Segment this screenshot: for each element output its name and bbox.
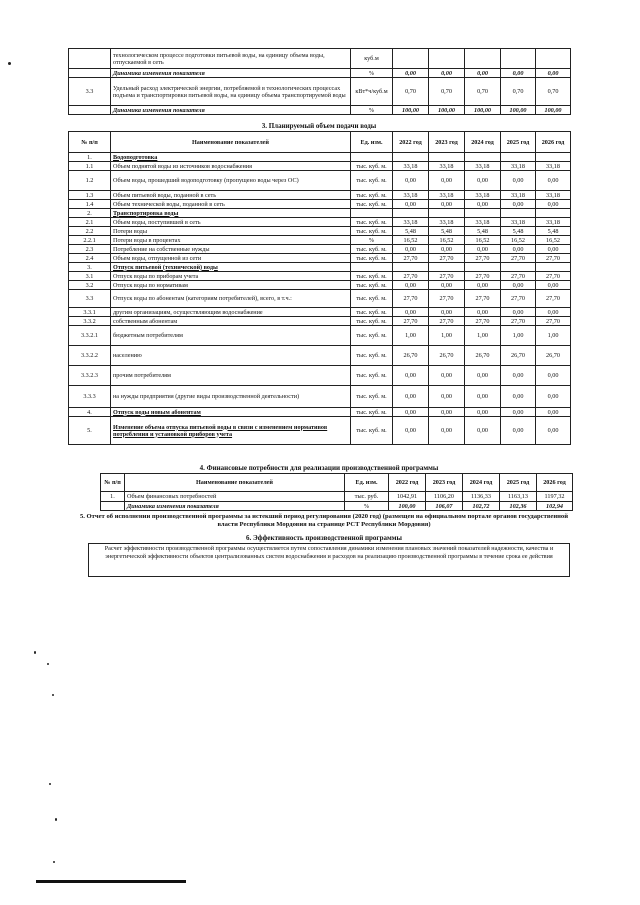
row-unit: тыс. куб. м. [351, 346, 393, 366]
table-row [69, 236, 571, 245]
row-value [465, 49, 501, 69]
row-value: 100,00 [465, 106, 501, 115]
row-value [393, 263, 429, 272]
row-number: 1. [101, 492, 125, 502]
row-value: 26,70 [393, 346, 429, 366]
row-value: 0,00 [536, 308, 571, 317]
row-number: 1.1 [69, 162, 111, 171]
row-value: 27,70 [465, 317, 501, 326]
row-value: 0,00 [501, 281, 536, 290]
row-name: технологическом процессе подготовки питьевой воды, на единицу объема воды, отпускаемой в сеть [111, 49, 351, 69]
row-number: 2.2.1 [69, 236, 111, 245]
row-value: 0,00 [536, 417, 571, 445]
row-unit: тыс. куб. м. [351, 171, 393, 191]
header-unit: Ед. изм. [345, 474, 389, 492]
row-name: Отпуск питьевой (технической) воды [111, 263, 351, 272]
row-unit: тыс. куб. м. [351, 254, 393, 263]
row-value: 0,00 [501, 386, 536, 408]
row-value: 1,00 [429, 326, 465, 346]
row-value: 102,94 [537, 502, 573, 511]
row-unit: тыс. куб. м. [351, 162, 393, 171]
row-value: 0,00 [429, 417, 465, 445]
row-value: 33,18 [393, 191, 429, 200]
row-number: 1.3 [69, 191, 111, 200]
row-value: 16,52 [429, 236, 465, 245]
scan-speck [49, 783, 51, 785]
row-name: Динамика изменения показателя [125, 502, 345, 511]
row-unit: % [351, 69, 393, 78]
scan-speck [47, 663, 49, 665]
row-unit [351, 153, 393, 162]
row-value: 26,70 [429, 346, 465, 366]
table-row [101, 502, 573, 511]
row-value: 27,70 [536, 254, 571, 263]
row-value: 0,00 [536, 245, 571, 254]
row-unit: тыс. куб. м. [351, 290, 393, 308]
row-name: Потребление на собственные нужды [111, 245, 351, 254]
row-number [101, 502, 125, 511]
row-value: 27,70 [393, 317, 429, 326]
row-name: прочим потребителям [111, 366, 351, 386]
row-number [69, 49, 111, 69]
table-row [69, 78, 571, 106]
row-value: 0,00 [393, 171, 429, 191]
table-row [69, 209, 571, 218]
row-unit: тыс. куб. м. [351, 366, 393, 386]
header-year: 2023 год [429, 132, 465, 153]
table-row [69, 191, 571, 200]
row-value: 0,00 [429, 308, 465, 317]
row-unit: тыс. куб. м. [351, 191, 393, 200]
row-value: 0,00 [465, 281, 501, 290]
row-value: 27,70 [429, 317, 465, 326]
row-value: 16,52 [393, 236, 429, 245]
row-value: 1163,13 [500, 492, 537, 502]
row-value: 33,18 [536, 218, 571, 227]
row-value: 27,70 [393, 290, 429, 308]
row-value: 0,00 [501, 245, 536, 254]
row-value: 0,00 [429, 366, 465, 386]
row-value: 33,18 [465, 191, 501, 200]
row-value: 33,18 [501, 191, 536, 200]
row-value: 0,00 [536, 69, 571, 78]
row-value [501, 209, 536, 218]
scan-speck [55, 818, 57, 821]
table-row [69, 49, 571, 69]
row-name: другим организациям, осуществляющим водоснабжение [111, 308, 351, 317]
row-number: 2.4 [69, 254, 111, 263]
row-number: 3.3 [69, 290, 111, 308]
row-value [536, 153, 571, 162]
table-row [69, 171, 571, 191]
row-value: 0,70 [465, 78, 501, 106]
header-year: 2026 год [537, 474, 573, 492]
header-num: № п/п [69, 132, 111, 153]
row-number: 3.3 [69, 78, 111, 106]
row-value: 27,70 [465, 290, 501, 308]
row-value: 27,70 [536, 290, 571, 308]
row-number: 3.3.1 [69, 308, 111, 317]
row-number: 1.4 [69, 200, 111, 209]
row-value: 0,00 [465, 308, 501, 317]
row-value [429, 209, 465, 218]
row-value: 0,00 [465, 366, 501, 386]
row-value: 100,00 [389, 502, 426, 511]
row-number: 2. [69, 209, 111, 218]
row-value: 0,70 [501, 78, 536, 106]
row-number: 3.3.2.3 [69, 366, 111, 386]
row-value: 27,70 [536, 272, 571, 281]
table-row [101, 492, 573, 502]
row-name: собственным абонентам [111, 317, 351, 326]
row-unit: тыс. куб. м. [351, 326, 393, 346]
table-row [69, 417, 571, 445]
header-year: 2025 год [500, 474, 537, 492]
row-name: Динамика изменения показателя [111, 106, 351, 115]
row-value: 0,00 [501, 171, 536, 191]
row-name: Отпуск воды по нормативам [111, 281, 351, 290]
table-row [69, 290, 571, 308]
table-row [69, 281, 571, 290]
row-value: 0,00 [536, 281, 571, 290]
row-value: 102,72 [463, 502, 500, 511]
row-value: 100,00 [536, 106, 571, 115]
row-value: 26,70 [465, 346, 501, 366]
row-number: 3.2 [69, 281, 111, 290]
row-value: 0,00 [465, 200, 501, 209]
row-value: 0,00 [429, 200, 465, 209]
row-unit: тыс. куб. м. [351, 218, 393, 227]
header-year: 2022 год [393, 132, 429, 153]
table-row [69, 162, 571, 171]
table-row [69, 200, 571, 209]
row-value: 0,00 [429, 245, 465, 254]
row-name: Объем воды, поступившей в сеть [111, 218, 351, 227]
row-unit: % [351, 236, 393, 245]
row-number [69, 69, 111, 78]
row-value: 27,70 [393, 254, 429, 263]
row-value: 0,00 [393, 386, 429, 408]
header-year: 2023 год [426, 474, 463, 492]
row-value: 1,00 [393, 326, 429, 346]
row-value: 0,00 [536, 408, 571, 417]
row-value: 0,00 [536, 386, 571, 408]
row-name: Удельный расход электрической энергии, потребляемой в технологических процессах подъема и транспортировки питьевой воды, на единицу объема транспортируемой воды [111, 78, 351, 106]
row-value: 27,70 [429, 290, 465, 308]
scan-bottom-line [36, 880, 186, 883]
row-value: 0,00 [465, 386, 501, 408]
row-value: 106,07 [426, 502, 463, 511]
row-value: 27,70 [501, 272, 536, 281]
row-value: 0,00 [429, 386, 465, 408]
row-name: Объем поднятой воды из источников водоснабжения [111, 162, 351, 171]
row-value [393, 209, 429, 218]
row-value: 0,00 [393, 281, 429, 290]
row-unit: тыс. куб. м. [351, 408, 393, 417]
row-value: 0,00 [465, 171, 501, 191]
section5-title: 5. Отчет об исполнении производственной программы за истекший период регулирования (2020 год) (размещен на официальном портале органов государственной власти Республики Мордовия на странице РСТ Республики Мордовия) [79, 513, 569, 528]
row-value: 0,00 [501, 417, 536, 445]
row-unit: тыс. куб. м. [351, 272, 393, 281]
row-value: 0,00 [393, 245, 429, 254]
row-unit: тыс. куб. м. [351, 417, 393, 445]
row-value [429, 263, 465, 272]
row-value: 33,18 [536, 191, 571, 200]
row-value: 27,70 [536, 317, 571, 326]
row-value: 1136,33 [463, 492, 500, 502]
row-name: на нужды предприятия (другие виды производственной деятельности) [111, 386, 351, 408]
table-row [69, 317, 571, 326]
row-value: 1042,91 [389, 492, 426, 502]
header-year: 2025 год [501, 132, 536, 153]
header-year: 2024 год [465, 132, 501, 153]
table-row [69, 106, 571, 115]
row-name: населению [111, 346, 351, 366]
table-row [69, 272, 571, 281]
row-value [465, 153, 501, 162]
row-value: 0,00 [393, 308, 429, 317]
row-unit [351, 263, 393, 272]
row-value: 26,70 [501, 346, 536, 366]
row-value: 33,18 [429, 162, 465, 171]
planned-supply-table [68, 131, 571, 445]
row-unit: тыс. куб. м. [351, 281, 393, 290]
row-name: Транспортировка воды [111, 209, 351, 218]
row-unit [351, 209, 393, 218]
row-name: Динамика изменения показателя [111, 69, 351, 78]
row-unit: тыс. куб. м. [351, 200, 393, 209]
row-number: 3.3.2.1 [69, 326, 111, 346]
row-value: 16,52 [465, 236, 501, 245]
row-value: 100,00 [429, 106, 465, 115]
header-unit: Ед. изм. [351, 132, 393, 153]
row-value [501, 263, 536, 272]
row-value [536, 209, 571, 218]
header-num: № п/п [101, 474, 125, 492]
row-value: 100,00 [393, 106, 429, 115]
row-value [536, 263, 571, 272]
row-value: 100,00 [501, 106, 536, 115]
row-value: 5,48 [536, 227, 571, 236]
section6-title: 6. Эффективность производственной программы [246, 534, 402, 542]
row-value: 27,70 [393, 272, 429, 281]
row-value: 0,00 [429, 281, 465, 290]
row-value: 0,00 [393, 200, 429, 209]
row-name: Объем воды, прошедший водоподготовку (пропущено воды через ОС) [111, 171, 351, 191]
row-value: 5,48 [465, 227, 501, 236]
row-value: 16,52 [501, 236, 536, 245]
scan-speck [52, 694, 54, 696]
row-number: 3. [69, 263, 111, 272]
row-number [69, 106, 111, 115]
row-value: 0,00 [501, 308, 536, 317]
row-value: 0,70 [393, 78, 429, 106]
row-name: Потери воды в процентах [111, 236, 351, 245]
row-value: 0,00 [501, 200, 536, 209]
row-value: 0,00 [501, 366, 536, 386]
row-value: 27,70 [501, 290, 536, 308]
row-value: 1106,20 [426, 492, 463, 502]
row-number: 1.2 [69, 171, 111, 191]
table-row [69, 69, 571, 78]
row-unit: % [345, 502, 389, 511]
row-name: Изменение объема отпуска питьевой воды в связи с изменением нормативов потребления и установкой приборов учета [111, 417, 351, 445]
row-value: 33,18 [465, 218, 501, 227]
row-value: 33,18 [501, 162, 536, 171]
row-value: 0,00 [393, 69, 429, 78]
row-value [429, 49, 465, 69]
row-name: Объем питьевой воды, поданной в сеть [111, 191, 351, 200]
row-value: 102,36 [500, 502, 537, 511]
row-value: 1197,32 [537, 492, 573, 502]
row-value: 33,18 [393, 218, 429, 227]
row-value: 1,00 [501, 326, 536, 346]
table-row [69, 153, 571, 162]
row-value: 0,00 [536, 366, 571, 386]
row-value [465, 209, 501, 218]
table-row [69, 254, 571, 263]
table-row [69, 227, 571, 236]
row-value: 27,70 [501, 254, 536, 263]
row-value [501, 153, 536, 162]
row-value: 0,00 [536, 171, 571, 191]
row-value: 0,00 [501, 69, 536, 78]
row-value: 0,00 [465, 69, 501, 78]
header-year: 2026 год [536, 132, 571, 153]
row-value [429, 153, 465, 162]
row-value: 27,70 [429, 254, 465, 263]
row-value: 0,00 [465, 245, 501, 254]
row-value: 0,70 [536, 78, 571, 106]
row-value: 27,70 [501, 317, 536, 326]
header-year: 2024 год [463, 474, 500, 492]
row-unit: куб.м [351, 49, 393, 69]
table-row [69, 218, 571, 227]
row-value: 0,00 [536, 200, 571, 209]
row-value: 27,70 [429, 272, 465, 281]
row-unit: % [351, 106, 393, 115]
row-unit: тыс. руб. [345, 492, 389, 502]
table-row [69, 408, 571, 417]
row-unit: кВт*ч/куб.м [351, 78, 393, 106]
row-number: 2.3 [69, 245, 111, 254]
row-name: Объем технической воды, поданной в сеть [111, 200, 351, 209]
row-value: 5,48 [429, 227, 465, 236]
row-name: Отпуск воды новым абонентам [111, 408, 351, 417]
row-unit: тыс. куб. м. [351, 317, 393, 326]
row-value: 0,00 [393, 417, 429, 445]
row-value: 33,18 [429, 218, 465, 227]
row-name: Отпуск воды по абонентам (категориям потребителей), всего, в т.ч.: [111, 290, 351, 308]
row-value: 0,00 [465, 408, 501, 417]
row-value: 27,70 [465, 254, 501, 263]
row-value: 33,18 [393, 162, 429, 171]
row-value [393, 153, 429, 162]
row-name: Отпуск воды по приборам учета [111, 272, 351, 281]
row-name: Объем воды, отпущенной из сети [111, 254, 351, 263]
row-number: 2.2 [69, 227, 111, 236]
row-value: 0,00 [501, 408, 536, 417]
row-unit: тыс. куб. м. [351, 308, 393, 317]
row-value [536, 49, 571, 69]
row-value: 1,00 [465, 326, 501, 346]
header-name: Наименование показателей [111, 132, 351, 153]
row-value: 27,70 [465, 272, 501, 281]
header-name: Наименование показателей [125, 474, 345, 492]
financial-needs-table [100, 473, 573, 511]
row-value: 33,18 [465, 162, 501, 171]
top-indicators-table [68, 48, 571, 115]
row-value [501, 49, 536, 69]
row-unit: тыс. куб. м. [351, 245, 393, 254]
row-number: 4. [69, 408, 111, 417]
section6-text: Расчет эффективности производственной программы осуществляется путем сопоставления динамики изменения плановых значений показателей надежности, качества и энергетической эффективности объектов централизованных систем водоснабжения и расходов на реализацию производственной программы в течение срока ее действия [88, 543, 570, 577]
row-number: 1. [69, 153, 111, 162]
row-name: бюджетным потребителям [111, 326, 351, 346]
row-value: 0,00 [429, 171, 465, 191]
row-value: 0,00 [393, 366, 429, 386]
row-unit: тыс. куб. м. [351, 386, 393, 408]
row-value: 33,18 [501, 218, 536, 227]
row-value: 5,48 [501, 227, 536, 236]
row-value: 0,00 [393, 408, 429, 417]
table-row [69, 366, 571, 386]
row-value [465, 263, 501, 272]
row-value: 5,48 [393, 227, 429, 236]
row-number: 5. [69, 417, 111, 445]
row-value: 0,00 [429, 408, 465, 417]
section4-title: 4. Финансовые потребности для реализации производственной программы [199, 464, 439, 472]
row-name: Потери воды [111, 227, 351, 236]
scan-speck [34, 651, 36, 654]
row-value: 16,52 [536, 236, 571, 245]
row-value: 0,00 [465, 417, 501, 445]
table-row [69, 245, 571, 254]
row-value: 1,00 [536, 326, 571, 346]
table-row [69, 326, 571, 346]
table-row [69, 386, 571, 408]
row-number: 3.3.2.2 [69, 346, 111, 366]
scan-speck [53, 861, 55, 863]
row-unit: тыс. куб. м. [351, 227, 393, 236]
row-value: 33,18 [536, 162, 571, 171]
scan-speck [8, 62, 11, 65]
row-name: Водоподготовка [111, 153, 351, 162]
row-number: 3.3.3 [69, 386, 111, 408]
table-row [69, 263, 571, 272]
row-number: 3.3.2 [69, 317, 111, 326]
table-row [69, 346, 571, 366]
header-year: 2022 год [389, 474, 426, 492]
row-value: 0,70 [429, 78, 465, 106]
row-number: 3.1 [69, 272, 111, 281]
row-value: 26,70 [536, 346, 571, 366]
row-number: 2.1 [69, 218, 111, 227]
section3-title: 3. Планируемый объем подачи воды [261, 122, 377, 130]
row-value [393, 49, 429, 69]
row-value: 33,18 [429, 191, 465, 200]
table-row [69, 308, 571, 317]
row-value: 0,00 [429, 69, 465, 78]
row-name: Объем финансовых потребностей [125, 492, 345, 502]
